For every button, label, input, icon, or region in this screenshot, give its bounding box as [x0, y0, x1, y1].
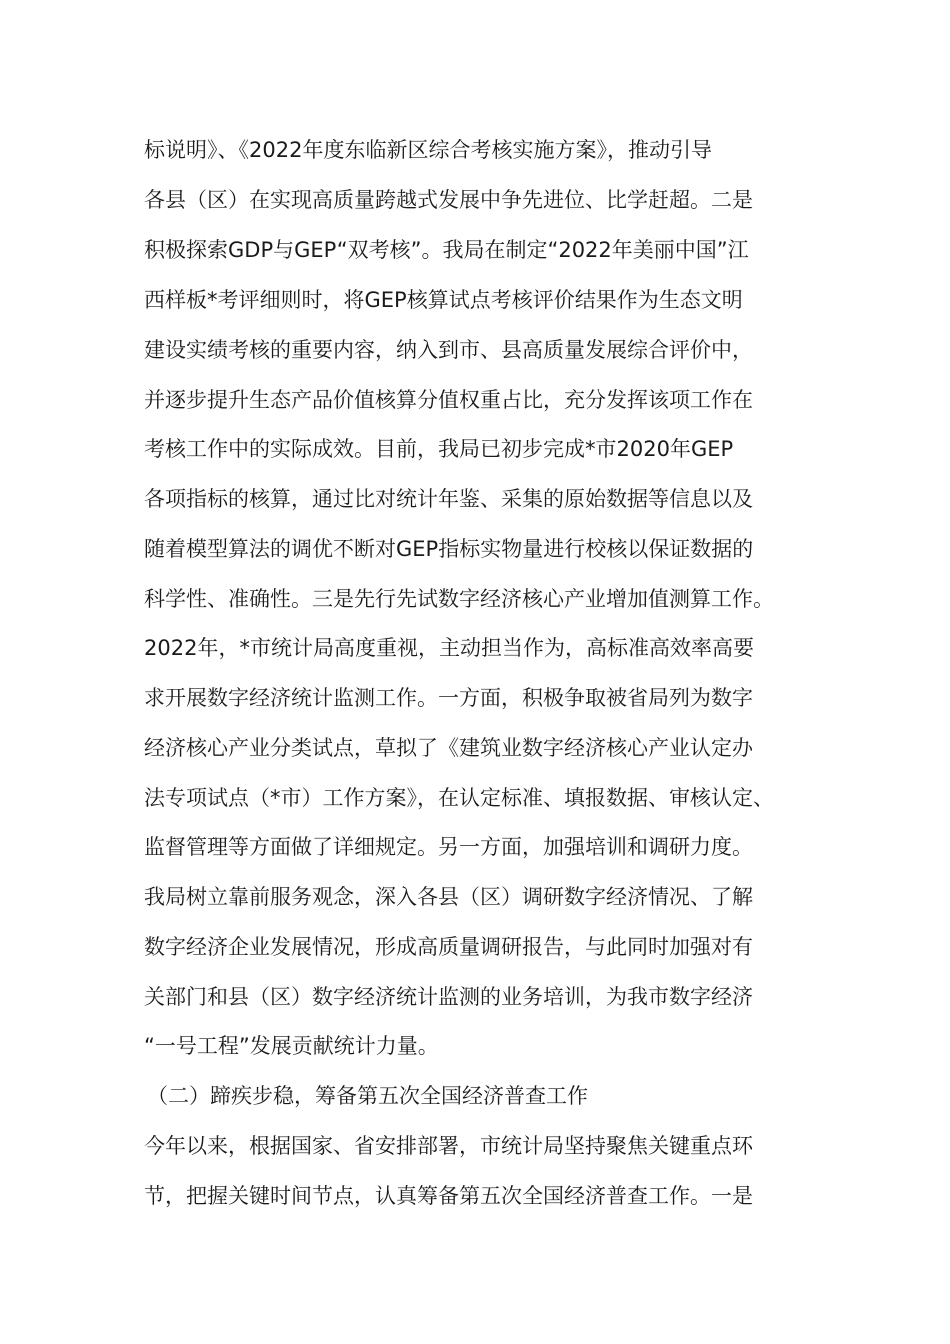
- body-text-line: 并逐步提升生态产品价值核算分值权重占比，充分发挥该项工作在: [144, 388, 753, 412]
- body-text-line: 节，把握关键时间节点，认真筹备第五次全国经济普查工作。一是: [144, 1184, 753, 1208]
- body-text-line: 法专项试点（*市）工作方案》，在认定标准、填报数据、审核认定、: [144, 786, 774, 810]
- body-text-line: “一号工程”发展贡献统计力量。: [144, 1034, 439, 1058]
- body-text-line: 建设实绩考核的重要内容，纳入到市、县高质量发展综合评价中，: [144, 338, 753, 362]
- body-text-line: 各县（区）在实现高质量跨越式发展中争先进位、比学赶超。二是: [144, 188, 753, 212]
- body-text-line: 考核工作中的实际成效。目前，我局已初步完成*市2020年GEP: [144, 437, 734, 461]
- section-heading: （二）蹄疾步稳，筹备第五次全国经济普查工作: [147, 1084, 588, 1108]
- body-text-line: 积极探索GDP与GEP“双考核”。我局在制定“2022年美丽中国”江: [144, 238, 749, 262]
- body-text-line: 标说明》、《2022年度东临新区综合考核实施方案》，推动引导: [144, 138, 712, 162]
- body-text-line: 监督管理等方面做了详细规定。另一方面，加强培训和调研力度。: [144, 835, 753, 859]
- body-text-line: 西样板*考评细则时，将GEP核算试点考核评价结果作为生态文明: [144, 288, 743, 312]
- body-text-line: 关部门和县（区）数字经济统计监测的业务培训，为我市数字经济: [144, 985, 753, 1009]
- body-text-line: 随着模型算法的调优不断对GEP指标实物量进行校核以保证数据的: [144, 537, 754, 561]
- body-text-line: 我局树立靠前服务观念，深入各县（区）调研数字经济情况、了解: [144, 885, 753, 909]
- body-text-line: 今年以来，根据国家、省安排部署，市统计局坚持聚焦关键重点环: [144, 1134, 753, 1158]
- body-text-line: 科学性、准确性。三是先行先试数字经济核心产业增加值测算工作。: [144, 587, 774, 611]
- body-text-line: 求开展数字经济统计监测工作。一方面，积极争取被省局列为数字: [144, 686, 753, 710]
- body-text-line: 数字经济企业发展情况，形成高质量调研报告，与此同时加强对有: [144, 935, 753, 959]
- body-text-line: 经济核心产业分类试点，草拟了《建筑业数字经济核心产业认定办: [144, 736, 753, 760]
- body-text-line: 2022年，*市统计局高度重视，主动担当作为，高标准高效率高要: [144, 636, 754, 660]
- body-text-line: 各项指标的核算，通过比对统计年鉴、采集的原始数据等信息以及: [144, 487, 753, 511]
